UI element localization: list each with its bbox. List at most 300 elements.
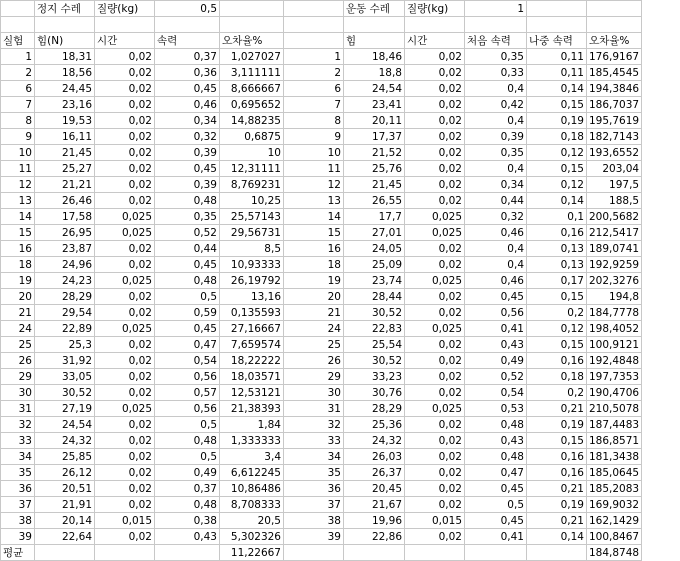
left-force-cell[interactable]: 30,52 [35, 385, 95, 401]
cell[interactable] [220, 1, 284, 17]
right-force-cell[interactable]: 25,36 [344, 417, 405, 433]
left-error-cell[interactable]: 10 [220, 145, 284, 161]
left-speed-cell[interactable]: 0,48 [155, 433, 220, 449]
right-error-cell[interactable]: 197,7353 [587, 369, 642, 385]
right-error-cell[interactable]: 200,5682 [587, 209, 642, 225]
left-speed-cell[interactable]: 0,38 [155, 513, 220, 529]
right-error-cell[interactable]: 212,5417 [587, 225, 642, 241]
left-error-cell[interactable]: 18,03571 [220, 369, 284, 385]
trial-number-cell[interactable]: 33 [1, 433, 35, 449]
left-time-cell[interactable]: 0,02 [95, 129, 155, 145]
left-force-cell[interactable]: 24,32 [35, 433, 95, 449]
right-time-cell[interactable]: 0,025 [405, 225, 465, 241]
left-force-header[interactable]: 힘(N) [35, 33, 95, 49]
right-force-cell[interactable]: 17,7 [344, 209, 405, 225]
right-initial-speed-cell[interactable]: 0,56 [465, 305, 527, 321]
right-initial-speed-header[interactable]: 처음 속력 [465, 33, 527, 49]
left-time-cell[interactable]: 0,02 [95, 353, 155, 369]
right-time-cell[interactable]: 0,02 [405, 481, 465, 497]
right-initial-speed-cell[interactable]: 0,52 [465, 369, 527, 385]
left-error-cell[interactable]: 26,19792 [220, 273, 284, 289]
right-error-cell[interactable]: 185,4545 [587, 65, 642, 81]
right-trial-number-cell[interactable]: 34 [284, 449, 344, 465]
right-initial-speed-cell[interactable]: 0,4 [465, 257, 527, 273]
right-force-cell[interactable]: 28,29 [344, 401, 405, 417]
cell[interactable] [95, 545, 155, 561]
left-time-cell[interactable]: 0,02 [95, 113, 155, 129]
right-time-cell[interactable]: 0,02 [405, 257, 465, 273]
right-initial-speed-cell[interactable]: 0,45 [465, 481, 527, 497]
right-final-speed-cell[interactable]: 0,12 [527, 177, 587, 193]
trial-number-cell[interactable]: 35 [1, 465, 35, 481]
right-force-cell[interactable]: 20,45 [344, 481, 405, 497]
right-force-cell[interactable]: 26,03 [344, 449, 405, 465]
right-mass-label[interactable]: 질량(kg) [405, 1, 465, 17]
right-initial-speed-cell[interactable]: 0,5 [465, 497, 527, 513]
left-speed-cell[interactable]: 0,56 [155, 401, 220, 417]
right-final-speed-header[interactable]: 나중 속력 [527, 33, 587, 49]
left-time-cell[interactable]: 0,02 [95, 417, 155, 433]
left-error-cell[interactable]: 12,53121 [220, 385, 284, 401]
right-trial-number-cell[interactable]: 1 [284, 49, 344, 65]
right-final-speed-cell[interactable]: 0,16 [527, 353, 587, 369]
left-force-cell[interactable]: 25,27 [35, 161, 95, 177]
left-speed-cell[interactable]: 0,46 [155, 97, 220, 113]
right-final-speed-cell[interactable]: 0,11 [527, 49, 587, 65]
right-trial-number-cell[interactable]: 14 [284, 209, 344, 225]
left-time-cell[interactable]: 0,025 [95, 321, 155, 337]
right-trial-number-cell[interactable]: 19 [284, 273, 344, 289]
right-final-speed-cell[interactable]: 0,15 [527, 433, 587, 449]
right-force-cell[interactable]: 21,45 [344, 177, 405, 193]
right-time-cell[interactable]: 0,02 [405, 497, 465, 513]
left-error-cell[interactable]: 10,93333 [220, 257, 284, 273]
left-error-cell[interactable]: 1,84 [220, 417, 284, 433]
left-error-cell[interactable]: 27,16667 [220, 321, 284, 337]
left-speed-cell[interactable]: 0,48 [155, 273, 220, 289]
cell[interactable] [284, 545, 344, 561]
right-error-cell[interactable]: 187,4483 [587, 417, 642, 433]
cell[interactable] [220, 17, 284, 33]
left-force-cell[interactable]: 21,91 [35, 497, 95, 513]
right-error-cell[interactable]: 186,7037 [587, 97, 642, 113]
right-initial-speed-cell[interactable]: 0,35 [465, 49, 527, 65]
right-force-cell[interactable]: 30,52 [344, 305, 405, 321]
right-trial-number-cell[interactable]: 11 [284, 161, 344, 177]
trial-number-cell[interactable]: 39 [1, 529, 35, 545]
right-initial-speed-cell[interactable]: 0,35 [465, 145, 527, 161]
right-initial-speed-cell[interactable]: 0,43 [465, 433, 527, 449]
left-time-cell[interactable]: 0,025 [95, 225, 155, 241]
right-initial-speed-cell[interactable]: 0,4 [465, 113, 527, 129]
cell[interactable] [465, 17, 527, 33]
right-trial-number-cell[interactable]: 12 [284, 177, 344, 193]
right-time-cell[interactable]: 0,02 [405, 417, 465, 433]
right-final-speed-cell[interactable]: 0,21 [527, 401, 587, 417]
right-initial-speed-cell[interactable]: 0,39 [465, 129, 527, 145]
right-initial-speed-cell[interactable]: 0,32 [465, 209, 527, 225]
right-initial-speed-cell[interactable]: 0,4 [465, 161, 527, 177]
left-time-cell[interactable]: 0,015 [95, 513, 155, 529]
right-trial-number-cell[interactable]: 10 [284, 145, 344, 161]
trial-number-cell[interactable]: 37 [1, 497, 35, 513]
right-trial-number-cell[interactable]: 25 [284, 337, 344, 353]
right-error-cell[interactable]: 203,04 [587, 161, 642, 177]
right-final-speed-cell[interactable]: 0,13 [527, 241, 587, 257]
trial-number-cell[interactable]: 18 [1, 257, 35, 273]
right-trial-number-cell[interactable]: 26 [284, 353, 344, 369]
left-error-cell[interactable]: 3,111111 [220, 65, 284, 81]
right-error-cell[interactable]: 197,5 [587, 177, 642, 193]
left-error-cell[interactable]: 8,769231 [220, 177, 284, 193]
right-time-cell[interactable]: 0,025 [405, 321, 465, 337]
left-speed-cell[interactable]: 0,39 [155, 145, 220, 161]
right-initial-speed-cell[interactable]: 0,34 [465, 177, 527, 193]
right-cart-title[interactable]: 운동 수레 [344, 1, 405, 17]
right-trial-number-cell[interactable]: 35 [284, 465, 344, 481]
left-speed-cell[interactable]: 0,5 [155, 289, 220, 305]
left-force-cell[interactable]: 25,3 [35, 337, 95, 353]
left-time-cell[interactable]: 0,02 [95, 337, 155, 353]
left-force-cell[interactable]: 24,54 [35, 417, 95, 433]
left-error-cell[interactable]: 10,25 [220, 193, 284, 209]
trial-number-cell[interactable]: 2 [1, 65, 35, 81]
right-initial-speed-cell[interactable]: 0,41 [465, 321, 527, 337]
right-time-cell[interactable]: 0,02 [405, 305, 465, 321]
left-error-cell[interactable]: 14,88235 [220, 113, 284, 129]
left-error-cell[interactable]: 25,57143 [220, 209, 284, 225]
right-trial-number-cell[interactable]: 2 [284, 65, 344, 81]
right-error-header[interactable]: 오차율% [587, 33, 642, 49]
right-trial-number-cell[interactable]: 36 [284, 481, 344, 497]
left-force-cell[interactable]: 24,23 [35, 273, 95, 289]
left-time-cell[interactable]: 0,02 [95, 49, 155, 65]
left-error-cell[interactable]: 3,4 [220, 449, 284, 465]
left-force-cell[interactable]: 28,29 [35, 289, 95, 305]
left-cart-title[interactable]: 정지 수레 [35, 1, 95, 17]
left-force-cell[interactable]: 29,54 [35, 305, 95, 321]
left-error-cell[interactable]: 13,16 [220, 289, 284, 305]
right-time-cell[interactable]: 0,02 [405, 113, 465, 129]
right-time-cell[interactable]: 0,015 [405, 513, 465, 529]
trial-number-cell[interactable]: 7 [1, 97, 35, 113]
right-force-cell[interactable]: 26,55 [344, 193, 405, 209]
right-time-header[interactable]: 시간 [405, 33, 465, 49]
right-force-header[interactable]: 힘 [344, 33, 405, 49]
left-speed-cell[interactable]: 0,52 [155, 225, 220, 241]
right-error-cell[interactable]: 169,9032 [587, 497, 642, 513]
right-trial-number-cell[interactable]: 33 [284, 433, 344, 449]
left-error-cell[interactable]: 8,708333 [220, 497, 284, 513]
right-final-speed-cell[interactable]: 0,11 [527, 65, 587, 81]
right-time-cell[interactable]: 0,02 [405, 65, 465, 81]
right-force-cell[interactable]: 21,67 [344, 497, 405, 513]
right-final-speed-cell[interactable]: 0,12 [527, 145, 587, 161]
left-speed-cell[interactable]: 0,34 [155, 113, 220, 129]
left-speed-cell[interactable]: 0,43 [155, 529, 220, 545]
left-time-cell[interactable]: 0,02 [95, 305, 155, 321]
left-time-cell[interactable]: 0,02 [95, 481, 155, 497]
left-force-cell[interactable]: 26,95 [35, 225, 95, 241]
right-final-speed-cell[interactable]: 0,15 [527, 337, 587, 353]
right-initial-speed-cell[interactable]: 0,42 [465, 97, 527, 113]
cell[interactable] [155, 17, 220, 33]
right-time-cell[interactable]: 0,02 [405, 449, 465, 465]
right-time-cell[interactable]: 0,02 [405, 97, 465, 113]
left-force-cell[interactable]: 22,89 [35, 321, 95, 337]
right-initial-speed-cell[interactable]: 0,53 [465, 401, 527, 417]
right-time-cell[interactable]: 0,02 [405, 353, 465, 369]
right-time-cell[interactable]: 0,02 [405, 129, 465, 145]
right-error-cell[interactable]: 188,5 [587, 193, 642, 209]
right-final-speed-cell[interactable]: 0,19 [527, 497, 587, 513]
right-trial-number-cell[interactable]: 20 [284, 289, 344, 305]
left-error-cell[interactable]: 12,31111 [220, 161, 284, 177]
right-final-speed-cell[interactable]: 0,21 [527, 481, 587, 497]
right-initial-speed-cell[interactable]: 0,41 [465, 529, 527, 545]
right-final-speed-cell[interactable]: 0,2 [527, 385, 587, 401]
left-force-cell[interactable]: 20,14 [35, 513, 95, 529]
right-trial-number-cell[interactable]: 9 [284, 129, 344, 145]
right-force-cell[interactable]: 25,09 [344, 257, 405, 273]
left-force-cell[interactable]: 31,92 [35, 353, 95, 369]
cell[interactable] [405, 545, 465, 561]
right-error-cell[interactable]: 186,8571 [587, 433, 642, 449]
trial-header[interactable]: 실험 [1, 33, 35, 49]
trial-number-cell[interactable]: 1 [1, 49, 35, 65]
trial-number-cell[interactable]: 26 [1, 353, 35, 369]
trial-number-cell[interactable]: 6 [1, 81, 35, 97]
right-force-cell[interactable]: 23,41 [344, 97, 405, 113]
right-final-speed-cell[interactable]: 0,17 [527, 273, 587, 289]
left-error-cell[interactable]: 0,135593 [220, 305, 284, 321]
left-speed-cell[interactable]: 0,54 [155, 353, 220, 369]
left-force-cell[interactable]: 21,45 [35, 145, 95, 161]
right-final-speed-cell[interactable]: 0,15 [527, 97, 587, 113]
left-speed-cell[interactable]: 0,5 [155, 449, 220, 465]
average-label[interactable]: 평균 [1, 545, 35, 561]
right-trial-number-cell[interactable]: 16 [284, 241, 344, 257]
right-force-cell[interactable]: 17,37 [344, 129, 405, 145]
left-mass-label[interactable]: 질량(kg) [95, 1, 155, 17]
left-error-cell[interactable]: 21,38393 [220, 401, 284, 417]
right-force-cell[interactable]: 23,74 [344, 273, 405, 289]
right-final-speed-cell[interactable]: 0,1 [527, 209, 587, 225]
left-speed-cell[interactable]: 0,36 [155, 65, 220, 81]
right-final-speed-cell[interactable]: 0,21 [527, 513, 587, 529]
right-error-cell[interactable]: 194,8 [587, 289, 642, 305]
right-initial-speed-cell[interactable]: 0,48 [465, 449, 527, 465]
right-error-cell[interactable]: 198,4052 [587, 321, 642, 337]
left-error-cell[interactable]: 20,5 [220, 513, 284, 529]
left-time-cell[interactable]: 0,02 [95, 161, 155, 177]
left-force-cell[interactable]: 16,11 [35, 129, 95, 145]
left-time-cell[interactable]: 0,02 [95, 81, 155, 97]
left-time-header[interactable]: 시간 [95, 33, 155, 49]
left-speed-cell[interactable]: 0,37 [155, 481, 220, 497]
left-time-cell[interactable]: 0,02 [95, 257, 155, 273]
left-error-cell[interactable]: 6,612245 [220, 465, 284, 481]
right-initial-speed-cell[interactable]: 0,4 [465, 81, 527, 97]
left-time-cell[interactable]: 0,02 [95, 145, 155, 161]
right-time-cell[interactable]: 0,025 [405, 401, 465, 417]
left-time-cell[interactable]: 0,02 [95, 449, 155, 465]
cell[interactable] [284, 17, 344, 33]
left-error-cell[interactable]: 18,22222 [220, 353, 284, 369]
cell[interactable] [344, 17, 405, 33]
right-force-cell[interactable]: 24,54 [344, 81, 405, 97]
cell[interactable] [405, 17, 465, 33]
left-error-cell[interactable]: 7,659574 [220, 337, 284, 353]
left-time-cell[interactable]: 0,02 [95, 497, 155, 513]
right-trial-number-cell[interactable]: 30 [284, 385, 344, 401]
right-trial-number-cell[interactable]: 38 [284, 513, 344, 529]
right-final-speed-cell[interactable]: 0,15 [527, 161, 587, 177]
right-trial-number-cell[interactable]: 24 [284, 321, 344, 337]
right-time-cell[interactable]: 0,02 [405, 465, 465, 481]
right-force-cell[interactable]: 18,46 [344, 49, 405, 65]
cell[interactable] [465, 545, 527, 561]
right-force-cell[interactable]: 22,83 [344, 321, 405, 337]
trial-number-cell[interactable]: 12 [1, 177, 35, 193]
right-time-cell[interactable]: 0,02 [405, 385, 465, 401]
right-force-cell[interactable]: 24,32 [344, 433, 405, 449]
right-trial-number-cell[interactable]: 31 [284, 401, 344, 417]
left-speed-cell[interactable]: 0,35 [155, 209, 220, 225]
right-final-speed-cell[interactable]: 0,16 [527, 449, 587, 465]
left-force-cell[interactable]: 27,19 [35, 401, 95, 417]
left-force-cell[interactable]: 23,87 [35, 241, 95, 257]
right-trial-number-cell[interactable]: 18 [284, 257, 344, 273]
trial-number-cell[interactable]: 20 [1, 289, 35, 305]
trial-number-cell[interactable]: 24 [1, 321, 35, 337]
right-error-cell[interactable]: 182,7143 [587, 129, 642, 145]
right-final-speed-cell[interactable]: 0,15 [527, 289, 587, 305]
left-force-cell[interactable]: 26,46 [35, 193, 95, 209]
left-force-cell[interactable]: 33,05 [35, 369, 95, 385]
trial-number-cell[interactable]: 25 [1, 337, 35, 353]
trial-number-cell[interactable]: 36 [1, 481, 35, 497]
right-time-cell[interactable]: 0,025 [405, 273, 465, 289]
trial-number-cell[interactable]: 32 [1, 417, 35, 433]
right-error-cell[interactable]: 184,7778 [587, 305, 642, 321]
right-time-cell[interactable]: 0,02 [405, 145, 465, 161]
left-speed-cell[interactable]: 0,48 [155, 193, 220, 209]
right-final-speed-cell[interactable]: 0,16 [527, 465, 587, 481]
right-trial-number-cell[interactable]: 6 [284, 81, 344, 97]
trial-number-cell[interactable]: 31 [1, 401, 35, 417]
left-speed-cell[interactable]: 0,57 [155, 385, 220, 401]
right-error-cell[interactable]: 189,0741 [587, 241, 642, 257]
left-time-cell[interactable]: 0,02 [95, 241, 155, 257]
left-speed-cell[interactable]: 0,39 [155, 177, 220, 193]
left-error-cell[interactable]: 0,695652 [220, 97, 284, 113]
cell[interactable] [155, 545, 220, 561]
left-force-cell[interactable]: 21,21 [35, 177, 95, 193]
right-error-cell[interactable]: 194,3846 [587, 81, 642, 97]
right-final-speed-cell[interactable]: 0,18 [527, 369, 587, 385]
left-force-cell[interactable]: 25,85 [35, 449, 95, 465]
right-force-cell[interactable]: 28,44 [344, 289, 405, 305]
right-error-cell[interactable]: 185,0645 [587, 465, 642, 481]
right-force-cell[interactable]: 25,54 [344, 337, 405, 353]
right-trial-number-cell[interactable]: 8 [284, 113, 344, 129]
left-time-cell[interactable]: 0,02 [95, 385, 155, 401]
right-trial-number-cell[interactable]: 21 [284, 305, 344, 321]
cell[interactable] [284, 1, 344, 17]
right-trial-number-cell[interactable]: 39 [284, 529, 344, 545]
cell[interactable] [587, 1, 642, 17]
right-error-cell[interactable]: 176,9167 [587, 49, 642, 65]
left-error-cell[interactable]: 5,302326 [220, 529, 284, 545]
left-time-cell[interactable]: 0,025 [95, 209, 155, 225]
cell[interactable] [527, 545, 587, 561]
right-error-cell[interactable]: 185,2083 [587, 481, 642, 497]
right-force-cell[interactable]: 27,01 [344, 225, 405, 241]
trial-number-cell[interactable]: 13 [1, 193, 35, 209]
left-error-cell[interactable]: 8,666667 [220, 81, 284, 97]
cell[interactable] [527, 1, 587, 17]
right-final-speed-cell[interactable]: 0,14 [527, 193, 587, 209]
right-time-cell[interactable]: 0,02 [405, 369, 465, 385]
right-time-cell[interactable]: 0,02 [405, 241, 465, 257]
left-force-cell[interactable]: 24,96 [35, 257, 95, 273]
right-force-cell[interactable]: 25,76 [344, 161, 405, 177]
right-error-cell[interactable]: 192,9259 [587, 257, 642, 273]
trial-number-cell[interactable]: 34 [1, 449, 35, 465]
left-error-cell[interactable]: 10,86486 [220, 481, 284, 497]
left-speed-cell[interactable]: 0,45 [155, 321, 220, 337]
right-time-cell[interactable]: 0,02 [405, 81, 465, 97]
right-trial-number-cell[interactable]: 7 [284, 97, 344, 113]
right-error-cell[interactable]: 100,8467 [587, 529, 642, 545]
cell[interactable] [1, 1, 35, 17]
left-time-cell[interactable]: 0,02 [95, 433, 155, 449]
cell[interactable] [35, 545, 95, 561]
right-final-speed-cell[interactable]: 0,16 [527, 225, 587, 241]
trial-number-cell[interactable]: 38 [1, 513, 35, 529]
right-force-cell[interactable]: 20,11 [344, 113, 405, 129]
cell[interactable] [344, 545, 405, 561]
left-time-cell[interactable]: 0,025 [95, 401, 155, 417]
left-speed-cell[interactable]: 0,56 [155, 369, 220, 385]
left-time-cell[interactable]: 0,02 [95, 465, 155, 481]
trial-number-cell[interactable]: 8 [1, 113, 35, 129]
right-error-cell[interactable]: 202,3276 [587, 273, 642, 289]
right-time-cell[interactable]: 0,02 [405, 289, 465, 305]
right-time-cell[interactable]: 0,02 [405, 177, 465, 193]
right-final-speed-cell[interactable]: 0,2 [527, 305, 587, 321]
left-force-cell[interactable]: 19,53 [35, 113, 95, 129]
left-speed-cell[interactable]: 0,37 [155, 49, 220, 65]
right-final-speed-cell[interactable]: 0,14 [527, 81, 587, 97]
cell[interactable] [587, 17, 642, 33]
right-force-cell[interactable]: 26,37 [344, 465, 405, 481]
right-force-cell[interactable]: 22,86 [344, 529, 405, 545]
left-error-cell[interactable]: 1,027027 [220, 49, 284, 65]
left-speed-cell[interactable]: 0,45 [155, 161, 220, 177]
right-final-speed-cell[interactable]: 0,12 [527, 321, 587, 337]
right-force-cell[interactable]: 21,52 [344, 145, 405, 161]
left-speed-cell[interactable]: 0,47 [155, 337, 220, 353]
right-error-cell[interactable]: 190,4706 [587, 385, 642, 401]
right-time-cell[interactable]: 0,02 [405, 161, 465, 177]
trial-number-cell[interactable]: 9 [1, 129, 35, 145]
cell[interactable] [527, 17, 587, 33]
left-time-cell[interactable]: 0,02 [95, 177, 155, 193]
right-initial-speed-cell[interactable]: 0,33 [465, 65, 527, 81]
right-time-cell[interactable]: 0,02 [405, 337, 465, 353]
